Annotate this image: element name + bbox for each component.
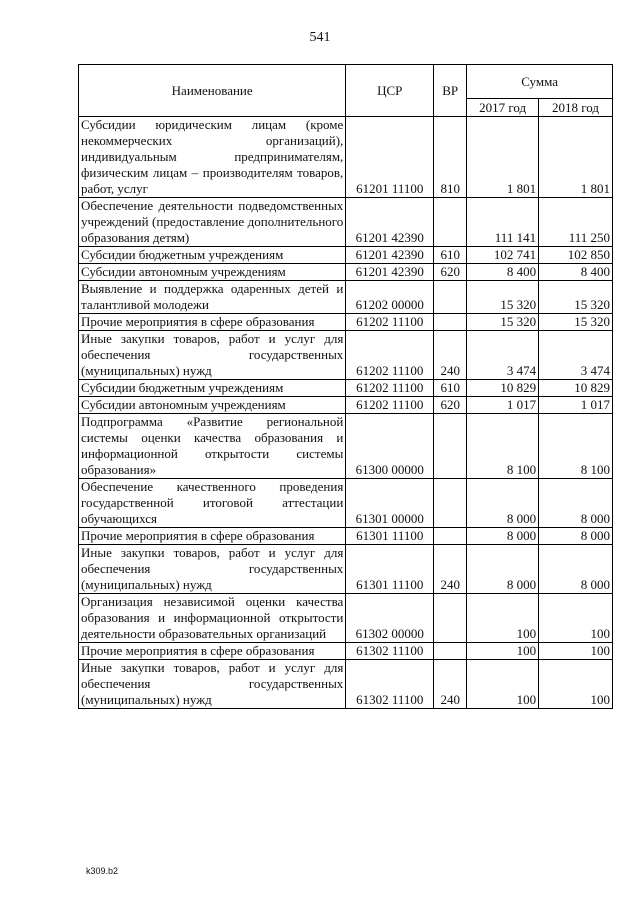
row-sum-2018: 8 100 (539, 414, 613, 479)
row-vr (434, 314, 467, 331)
row-sum-2017: 102 741 (467, 247, 539, 264)
table-body (79, 117, 613, 709)
row-vr: 240 (434, 545, 467, 594)
header-sum: Сумма (467, 65, 613, 99)
row-name: Субсидии автономным учреждениям (79, 264, 346, 281)
row-sum-2018: 8 000 (539, 545, 613, 594)
row-sum-2018: 8 400 (539, 264, 613, 281)
row-sum-2018: 100 (539, 594, 613, 643)
header-vr: ВР (434, 65, 467, 117)
row-vr: 620 (434, 264, 467, 281)
table-header (79, 65, 613, 117)
row-csr: 61201 42390 (346, 198, 434, 247)
row-vr: 810 (434, 117, 467, 198)
row-sum-2018: 15 320 (539, 281, 613, 314)
row-csr: 61302 00000 (346, 594, 434, 643)
row-sum-2017: 100 (467, 643, 539, 660)
row-sum-2017: 100 (467, 594, 539, 643)
footer-code: k309.b2 (86, 866, 119, 876)
header-year-2018: 2018 год (539, 99, 613, 117)
row-csr: 61301 00000 (346, 479, 434, 528)
table-row (79, 314, 613, 331)
row-csr: 61202 00000 (346, 281, 434, 314)
row-sum-2017: 8 000 (467, 545, 539, 594)
row-sum-2017: 1 801 (467, 117, 539, 198)
row-sum-2017: 8 000 (467, 479, 539, 528)
row-csr: 61302 11100 (346, 643, 434, 660)
row-csr: 61202 11100 (346, 397, 434, 414)
budget-table (78, 64, 613, 709)
row-vr (434, 479, 467, 528)
row-vr (434, 414, 467, 479)
header-csr: ЦСР (346, 65, 434, 117)
row-name: Обеспечение качественного проведения государственной итоговой аттестации обучающихся (79, 479, 346, 528)
row-sum-2018: 100 (539, 660, 613, 709)
header-name: Наименование (79, 65, 346, 117)
row-sum-2018: 15 320 (539, 314, 613, 331)
table-row (79, 117, 613, 198)
row-name: Иные закупки товаров, работ и услуг для обеспечения государственных (муниципальных) нужд (79, 545, 346, 594)
table-row (79, 247, 613, 264)
row-vr (434, 281, 467, 314)
row-sum-2017: 111 141 (467, 198, 539, 247)
row-csr: 61301 11100 (346, 545, 434, 594)
table-row (79, 264, 613, 281)
row-name: Субсидии бюджетным учреждениям (79, 247, 346, 264)
row-sum-2018: 8 000 (539, 479, 613, 528)
row-sum-2018: 100 (539, 643, 613, 660)
row-sum-2018: 111 250 (539, 198, 613, 247)
row-csr: 61302 11100 (346, 660, 434, 709)
row-vr (434, 643, 467, 660)
row-vr: 610 (434, 247, 467, 264)
row-csr: 61301 11100 (346, 528, 434, 545)
table-row (79, 380, 613, 397)
row-sum-2018: 102 850 (539, 247, 613, 264)
row-csr: 61202 11100 (346, 314, 434, 331)
row-name: Выявление и поддержка одаренных детей и талантливой молодежи (79, 281, 346, 314)
row-sum-2018: 3 474 (539, 331, 613, 380)
row-csr: 61202 11100 (346, 331, 434, 380)
row-vr (434, 594, 467, 643)
table-row (79, 198, 613, 247)
row-csr: 61201 42390 (346, 264, 434, 281)
row-sum-2017: 8 100 (467, 414, 539, 479)
row-name: Прочие мероприятия в сфере образования (79, 643, 346, 660)
row-vr (434, 198, 467, 247)
row-csr: 61201 11100 (346, 117, 434, 198)
row-vr: 610 (434, 380, 467, 397)
row-sum-2017: 8 000 (467, 528, 539, 545)
row-name: Иные закупки товаров, работ и услуг для обеспечения государственных (муниципальных) нужд (79, 331, 346, 380)
row-name: Субсидии бюджетным учреждениям (79, 380, 346, 397)
table-row (79, 479, 613, 528)
row-sum-2017: 15 320 (467, 281, 539, 314)
row-vr: 620 (434, 397, 467, 414)
row-sum-2018: 10 829 (539, 380, 613, 397)
row-sum-2018: 1 017 (539, 397, 613, 414)
row-name: Организация независимой оценки качества образования и информационной открытости деятельности образовательных организаций (79, 594, 346, 643)
table-row (79, 281, 613, 314)
row-sum-2017: 15 320 (467, 314, 539, 331)
row-name: Обеспечение деятельности подведомственных учреждений (предоставление дополнительного образования детям) (79, 198, 346, 247)
table-row (79, 397, 613, 414)
row-sum-2018: 8 000 (539, 528, 613, 545)
table-row (79, 545, 613, 594)
row-sum-2017: 3 474 (467, 331, 539, 380)
page-number: 541 (309, 30, 331, 45)
table-row (79, 331, 613, 380)
row-vr (434, 528, 467, 545)
row-sum-2017: 10 829 (467, 380, 539, 397)
row-csr: 61202 11100 (346, 380, 434, 397)
row-vr: 240 (434, 660, 467, 709)
row-name: Субсидии автономным учреждениям (79, 397, 346, 414)
table-row (79, 528, 613, 545)
row-name: Прочие мероприятия в сфере образования (79, 314, 346, 331)
table-row (79, 594, 613, 643)
row-name: Субсидии юридическим лицам (кроме некоммерческих организаций), индивидуальным предпринимателям, физическим лицам – производителям товаров, работ, услуг (79, 117, 346, 198)
header-year-2017: 2017 год (467, 99, 539, 117)
row-vr: 240 (434, 331, 467, 380)
row-sum-2017: 100 (467, 660, 539, 709)
row-name: Иные закупки товаров, работ и услуг для обеспечения государственных (муниципальных) нужд (79, 660, 346, 709)
table-row (79, 643, 613, 660)
table-row (79, 660, 613, 709)
row-sum-2017: 1 017 (467, 397, 539, 414)
row-name: Подпрограмма «Развитие региональной системы оценки качества образования и информационной открытости системы образования» (79, 414, 346, 479)
row-name: Прочие мероприятия в сфере образования (79, 528, 346, 545)
row-csr: 61201 42390 (346, 247, 434, 264)
row-csr: 61300 00000 (346, 414, 434, 479)
row-sum-2018: 1 801 (539, 117, 613, 198)
row-sum-2017: 8 400 (467, 264, 539, 281)
table-row (79, 414, 613, 479)
